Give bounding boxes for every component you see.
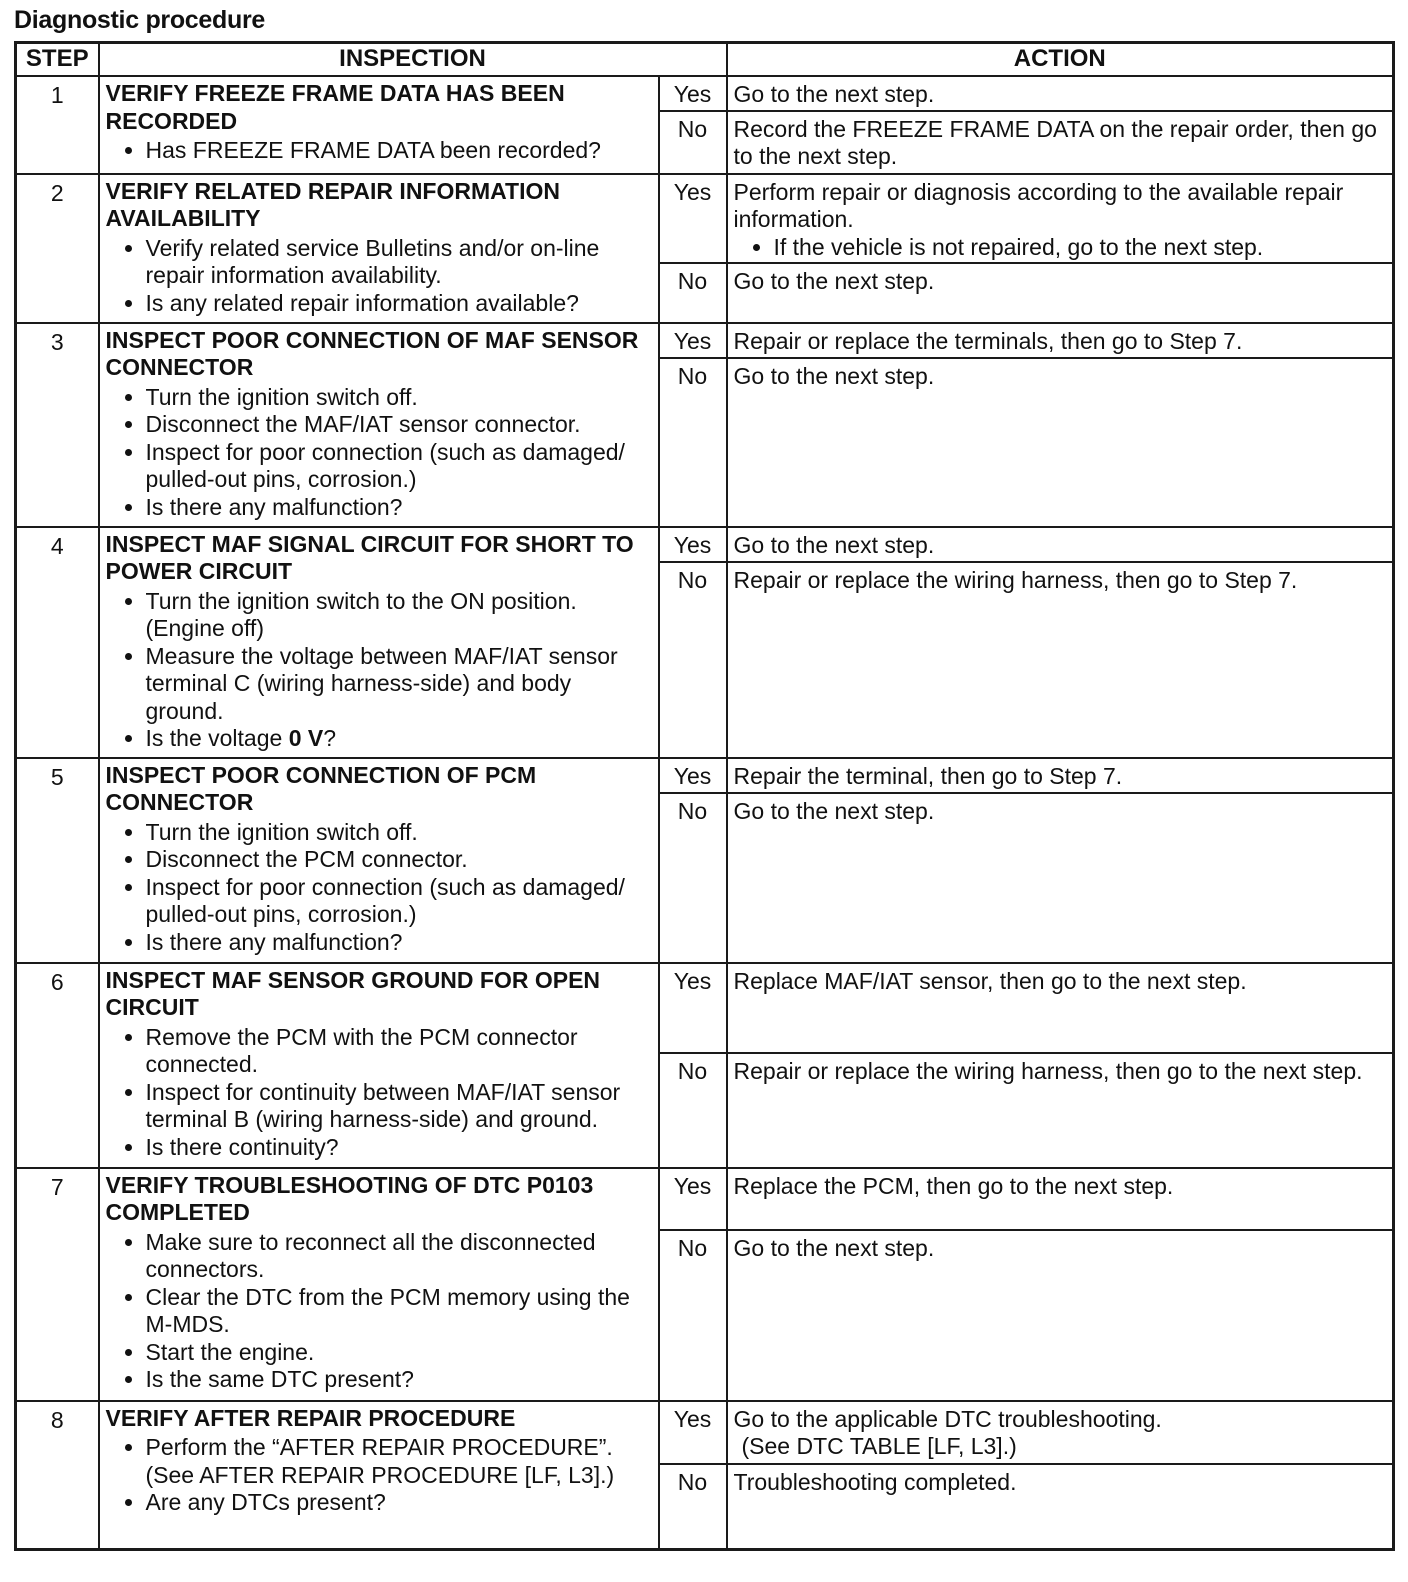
no-action: Repair or replace the wiring harness, then go to the next step. — [727, 1053, 1394, 1168]
inspection-cell — [99, 1168, 659, 1401]
yes-action: Replace MAF/IAT sensor, then go to the next step. — [727, 963, 1394, 1053]
header-step: STEP — [16, 43, 99, 77]
step-number: 4 — [16, 527, 99, 758]
no-action: Repair or replace the wiring harness, then go to Step 7. — [727, 562, 1394, 758]
no-action: Troubleshooting completed. — [727, 1464, 1394, 1550]
inspection-item — [146, 1434, 654, 1489]
yes-label: Yes — [659, 76, 727, 111]
no-label: No — [659, 1230, 727, 1401]
inspection-cell — [99, 76, 659, 174]
step-number: 6 — [16, 963, 99, 1168]
step-1-yes-row — [16, 76, 1394, 111]
inspection-item: • Is there continuity? — [146, 1134, 654, 1162]
no-label: No — [659, 111, 727, 174]
inspection-list — [106, 588, 654, 753]
inspection-item: • Turn the ignition switch off. — [146, 819, 654, 847]
inspection-cell — [99, 758, 659, 963]
inspection-list — [106, 1229, 654, 1394]
no-action: Go to the next step. — [727, 1230, 1394, 1401]
inspection-cell — [99, 963, 659, 1168]
step-number: 1 — [16, 76, 99, 174]
inspection-item: • Has FREEZE FRAME DATA been recorded? — [146, 137, 654, 165]
no-label: No — [659, 1464, 727, 1550]
inspection-cell — [99, 174, 659, 323]
inspection-item-value: 0 V — [288, 725, 324, 751]
inspection-list — [106, 1434, 654, 1517]
yes-action-text: Perform repair or diagnosis according to the available repair information. — [733, 178, 1344, 232]
no-label: No — [659, 562, 727, 758]
step-8-yes-row — [16, 1401, 1394, 1464]
no-label: No — [659, 793, 727, 963]
step-7-yes-row — [16, 1168, 1394, 1230]
no-action: Go to the next step. — [727, 793, 1394, 963]
yes-action-text: Go to the applicable DTC troubleshooting. — [733, 1405, 1162, 1432]
inspection-item: • Measure the voltage between MAF/IAT sensor terminal C (wiring harness-side) and body ground. — [146, 643, 654, 726]
header-inspection: INSPECTION — [99, 43, 727, 77]
inspection-item: • Verify related service Bulletins and/or on-line repair information availability. — [146, 235, 654, 290]
inspection-item: • Clear the DTC from the PCM memory using the M-MDS. — [146, 1284, 654, 1339]
inspection-list — [106, 235, 654, 318]
inspection-title: INSPECT POOR CONNECTION OF MAF SENSOR CONNECTOR — [105, 326, 639, 380]
yes-action: Go to the next step. — [727, 76, 1394, 111]
yes-action: Repair or replace the terminals, then go to Step 7. — [727, 323, 1394, 358]
inspection-item: • Make sure to reconnect all the disconnected connectors. — [146, 1229, 654, 1284]
no-label: No — [659, 358, 727, 527]
inspection-item: • Turn the ignition switch to the ON position. (Engine off) — [146, 588, 654, 643]
inspection-item-note: (See AFTER REPAIR PROCEDURE [LF, L3].) — [145, 1461, 615, 1488]
inspection-title: VERIFY AFTER REPAIR PROCEDURE — [105, 1404, 516, 1431]
yes-action-item: • If the vehicle is not repaired, go to the next step. — [774, 234, 1389, 262]
step-number: 8 — [16, 1401, 99, 1550]
inspection-item: • Disconnect the PCM connector. — [146, 846, 654, 874]
inspection-list — [106, 384, 654, 522]
yes-label: Yes — [659, 1168, 727, 1230]
inspection-title: INSPECT POOR CONNECTION OF PCM CONNECTOR — [105, 761, 537, 815]
no-label: No — [659, 1053, 727, 1168]
no-action: Record the FREEZE FRAME DATA on the repair order, then go to the next step. — [727, 111, 1394, 174]
inspection-list — [106, 137, 654, 165]
inspection-item: • Remove the PCM with the PCM connector connected. — [146, 1024, 654, 1079]
yes-label: Yes — [659, 527, 727, 562]
inspection-item — [146, 725, 654, 753]
step-3-yes-row — [16, 323, 1394, 358]
inspection-item: • Inspect for poor connection (such as damaged/ pulled-out pins, corrosion.) — [146, 439, 654, 494]
page-title: Diagnostic procedure — [14, 6, 265, 34]
diagnostic-procedure-table — [14, 41, 1395, 1551]
inspection-item: • Is there any malfunction? — [146, 929, 654, 957]
inspection-item: • Is there any malfunction? — [146, 494, 654, 522]
inspection-item-text: Is the voltage — [145, 725, 289, 751]
no-action: Go to the next step. — [727, 358, 1394, 527]
step-number: 3 — [16, 323, 99, 527]
inspection-cell — [99, 527, 659, 758]
yes-label: Yes — [659, 174, 727, 263]
inspection-item-text: ? — [323, 725, 337, 751]
step-5-yes-row — [16, 758, 1394, 793]
inspection-title: VERIFY RELATED REPAIR INFORMATION AVAILABILITY — [105, 177, 560, 231]
inspection-title: VERIFY FREEZE FRAME DATA HAS BEEN RECORDED — [105, 80, 565, 134]
no-action: Go to the next step. — [727, 263, 1394, 323]
inspection-title: INSPECT MAF SENSOR GROUND FOR OPEN CIRCUIT — [105, 966, 601, 1020]
inspection-item-text: Perform the “AFTER REPAIR PROCEDURE”. — [145, 1434, 613, 1460]
yes-action — [727, 174, 1394, 263]
yes-label: Yes — [659, 963, 727, 1053]
inspection-item: • Inspect for continuity between MAF/IAT sensor terminal B (wiring harness-side) and ground. — [146, 1079, 654, 1134]
inspection-item: • Start the engine. — [146, 1339, 654, 1367]
inspection-item: • Are any DTCs present? — [146, 1489, 654, 1517]
step-2-yes-row — [16, 174, 1394, 263]
step-6-yes-row — [16, 963, 1394, 1053]
yes-label: Yes — [659, 1401, 727, 1464]
inspection-item: • Is any related repair information available? — [146, 290, 654, 318]
yes-action: Go to the next step. — [727, 527, 1394, 562]
yes-action-note: (See DTC TABLE [LF, L3].) — [741, 1433, 1017, 1459]
header-action: ACTION — [727, 43, 1394, 77]
step-number: 2 — [16, 174, 99, 323]
step-number: 7 — [16, 1168, 99, 1401]
yes-action: Replace the PCM, then go to the next step. — [727, 1168, 1394, 1230]
step-4-yes-row — [16, 527, 1394, 562]
inspection-cell — [99, 1401, 659, 1550]
inspection-title: VERIFY TROUBLESHOOTING OF DTC P0103 COMPLETED — [105, 1171, 594, 1225]
yes-label: Yes — [659, 323, 727, 358]
inspection-item: • Is the same DTC present? — [146, 1366, 654, 1394]
inspection-list — [106, 819, 654, 957]
inspection-item: • Turn the ignition switch off. — [146, 384, 654, 412]
table-header-row — [16, 43, 1394, 77]
inspection-item: • Disconnect the MAF/IAT sensor connector. — [146, 411, 654, 439]
inspection-title: INSPECT MAF SIGNAL CIRCUIT FOR SHORT TO POWER CIRCUIT — [105, 530, 634, 584]
inspection-cell — [99, 323, 659, 527]
no-label: No — [659, 263, 727, 323]
yes-label: Yes — [659, 758, 727, 793]
yes-action: Repair the terminal, then go to Step 7. — [727, 758, 1394, 793]
step-number: 5 — [16, 758, 99, 963]
yes-action — [727, 1401, 1394, 1464]
yes-action-list — [734, 234, 1389, 262]
inspection-list — [106, 1024, 654, 1162]
inspection-item: • Inspect for poor connection (such as damaged/ pulled-out pins, corrosion.) — [146, 874, 654, 929]
